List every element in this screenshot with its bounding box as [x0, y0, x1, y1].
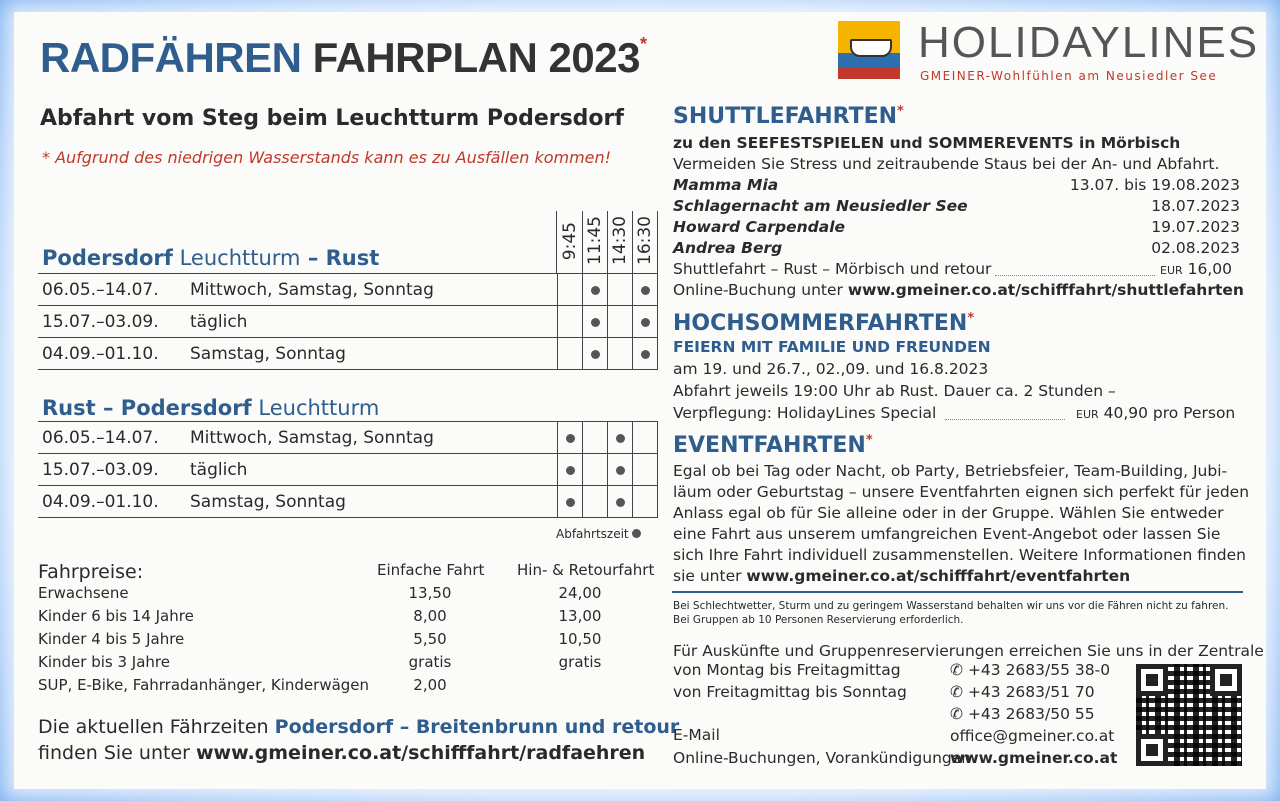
event-name: Schlagernacht am Neusiedler See — [673, 197, 968, 215]
route2-to: Podersdorf — [120, 396, 252, 420]
event-date: 18.07.2023 — [1151, 197, 1240, 215]
qr-code-icon — [1136, 664, 1242, 766]
period-dates: 15.07.–03.09. — [42, 311, 159, 332]
page-title — [40, 34, 646, 82]
time-col-line — [657, 211, 658, 273]
departure-cell — [633, 338, 658, 370]
departure-cell — [608, 274, 633, 306]
disclaimer-1: Bei Schlechtwetter, Sturm und zu geringem Wasserstand behalten wir uns vor die Fähren nicht zu fahren. — [673, 600, 1229, 612]
departure-dot-icon — [641, 318, 650, 327]
radfaehren-link[interactable]: www.gmeiner.co.at/schifffahrt/radfaehren — [196, 742, 646, 764]
departure-cell — [633, 422, 658, 454]
departure-cell — [608, 338, 633, 370]
departure-dot-icon — [616, 466, 625, 475]
price-label: Erwachsene — [38, 584, 129, 602]
footer-left-line1 — [38, 716, 679, 738]
contact-intro: Für Auskünfte und Gruppenreservierungen erreichen Sie uns in der Zentrale — [673, 642, 1264, 660]
route2-to-suffix: Leuchtturm — [258, 396, 380, 420]
departure-cell — [633, 454, 658, 486]
phone-number: +43 2683/51 70 — [967, 683, 1095, 701]
departure-dot-icon — [566, 434, 575, 443]
price-col-single: Einfache Fahrt — [377, 561, 485, 579]
departure-cell — [583, 486, 608, 518]
route1-to: Rust — [325, 246, 380, 270]
departure-cell — [583, 306, 608, 338]
route2-heading — [42, 396, 379, 420]
shuttle-subtitle: zu den SEEFESTSPIELEN und SOMMEREVENTS in Mörbisch — [673, 134, 1181, 152]
period-dates: 04.09.–01.10. — [42, 491, 159, 512]
event-link-line — [673, 567, 1130, 585]
qr-corner — [1136, 664, 1168, 696]
departure-heading: Abfahrt vom Steg beim Leuchtturm Podersdorf — [40, 106, 624, 131]
email-label: E-Mail — [673, 726, 720, 744]
hochsommer-departure: Abfahrt jeweils 19:00 Uhr ab Rust. Dauer ca. 2 Stunden – — [673, 382, 1116, 400]
prices-title: Fahrpreise: — [38, 561, 144, 583]
schedule-period — [38, 454, 558, 486]
website-link[interactable]: www.gmeiner.co.at — [950, 749, 1118, 767]
divider — [672, 591, 1243, 593]
footer-text: Die aktuellen Fährzeiten — [38, 716, 269, 738]
hochsommer-title — [673, 311, 974, 336]
price-label: Kinder 6 bis 14 Jahre — [38, 607, 194, 625]
currency: EUR — [1076, 408, 1099, 421]
departure-legend — [556, 527, 641, 541]
footer-left-line2 — [38, 742, 645, 764]
water-warning: * Aufgrund des niedrigen Wasserstands kann es zu Ausfällen kommen! — [42, 148, 612, 167]
time-col-line — [632, 211, 633, 273]
event-text-line: eine Fahrt aus unserem umfangreichen Event-Angebot oder lassen Sie — [673, 525, 1221, 543]
dot-leader — [945, 419, 1065, 420]
phone-number: +43 2683/55 38-0 — [967, 661, 1111, 679]
route1-from-suffix: Leuchtturm — [179, 246, 301, 270]
departure-cell — [558, 338, 583, 370]
departure-cell — [558, 306, 583, 338]
period-days: täglich — [190, 311, 248, 332]
departure-cell — [558, 274, 583, 306]
brand-tagline: GMEINER-Wohlfühlen am Neusiedler See — [920, 69, 1218, 83]
event-text-line: läum oder Geburtstag – unsere Eventfahrten eignen sich perfekt für jeden — [673, 483, 1250, 501]
email-link[interactable]: office@gmeiner.co.at — [950, 727, 1115, 745]
period-days: Samstag, Sonntag — [190, 343, 346, 364]
hochsommer-star: * — [967, 311, 975, 326]
schedule-period — [38, 422, 558, 454]
schedule-period — [38, 274, 558, 306]
shuttle-link[interactable]: www.gmeiner.co.at/schifffahrt/shuttlefahrten — [847, 281, 1244, 299]
period-dates: 15.07.–03.09. — [42, 459, 159, 480]
departure-dot-icon — [616, 434, 625, 443]
departure-cell — [608, 306, 633, 338]
event-text-line: sich Ihre Fahrt individuell zusammenstellen. Weitere Informationen finden — [673, 546, 1247, 564]
departure-cell — [633, 306, 658, 338]
departure-cell — [608, 454, 633, 486]
departure-cell — [583, 338, 608, 370]
price-return: 10,50 — [558, 630, 602, 648]
route1-sep: – — [300, 246, 326, 270]
route1-from: Podersdorf — [42, 246, 173, 270]
time-label: 14:30 — [610, 216, 630, 265]
schedule-row — [38, 422, 658, 454]
phone-icon: ✆ — [950, 661, 963, 679]
shuttle-title — [673, 104, 904, 129]
event-name: Andrea Berg — [673, 239, 783, 257]
price-single: 2,00 — [413, 676, 447, 694]
shuttle-star: * — [897, 104, 904, 119]
schedule-period — [38, 306, 558, 338]
price-label: Kinder bis 3 Jahre — [38, 653, 170, 671]
price-label: SUP, E-Bike, Fahrradanhänger, Kinderwägen — [38, 676, 370, 694]
price-return: 13,00 — [558, 607, 602, 625]
price-return: gratis — [558, 653, 602, 671]
departure-cell — [608, 422, 633, 454]
departure-cell — [633, 274, 658, 306]
schedule-row — [38, 338, 658, 370]
event-date: 02.08.2023 — [1151, 239, 1240, 257]
contact-hours1: von Montag bis Freitagmittag — [673, 661, 901, 679]
departure-cell — [583, 422, 608, 454]
fare-value: 16,00 — [1187, 260, 1232, 278]
time-label: 9:45 — [560, 222, 580, 261]
route2-sep: – — [95, 396, 121, 420]
departure-dot-icon — [591, 318, 600, 327]
event-name: Howard Carpendale — [673, 218, 846, 236]
departure-dot-icon — [641, 350, 650, 359]
event-name: Mamma Mia — [673, 176, 779, 194]
title-part2: FAHRPLAN 2023 — [312, 34, 640, 81]
departure-dot-icon — [616, 498, 625, 507]
departure-dot-icon — [566, 466, 575, 475]
phone-icon: ✆ — [950, 705, 963, 723]
hochsommer-price — [1076, 404, 1235, 422]
legend-dot-icon — [632, 529, 641, 538]
event-text-line: Egal ob bei Tag oder Nacht, ob Party, Betriebsfeier, Team-Building, Jubi- — [673, 462, 1228, 480]
departure-dot-icon — [591, 350, 600, 359]
departure-dot-icon — [591, 286, 600, 295]
event-star: * — [865, 433, 873, 448]
schedule-row — [38, 274, 658, 306]
price-value: 40,90 pro Person — [1103, 404, 1236, 422]
shuttle-fare — [1160, 260, 1232, 278]
phone-2[interactable] — [950, 683, 1095, 701]
departure-cell — [558, 486, 583, 518]
shuttle-fare-label: Shuttlefahrt – Rust – Mörbisch und retour — [673, 260, 992, 278]
qr-corner — [1136, 734, 1168, 766]
schedule-row — [38, 454, 658, 486]
departure-dot-icon — [566, 498, 575, 507]
hochsommer-subtitle: FEIERN MIT FAMILIE UND FREUNDEN — [673, 338, 991, 356]
route2-from: Rust — [42, 396, 96, 420]
departure-dot-icon — [641, 286, 650, 295]
phone-3[interactable] — [950, 705, 1095, 723]
shuttle-title-text: SHUTTLEFAHRTEN — [673, 104, 898, 129]
period-dates: 04.09.–01.10. — [42, 343, 159, 364]
departure-cell — [583, 454, 608, 486]
time-col-line — [556, 211, 557, 273]
price-single: 8,00 — [413, 607, 447, 625]
period-days: Mittwoch, Samstag, Sonntag — [190, 427, 434, 448]
time-col-line — [607, 211, 608, 273]
price-single: gratis — [408, 653, 452, 671]
route1-heading — [42, 246, 379, 270]
shuttle-intro: Vermeiden Sie Stress und zeitraubende Staus bei der An- und Abfahrt. — [673, 155, 1220, 173]
schedule-period — [38, 486, 558, 518]
hochsommer-dates: am 19. und 26.7., 02.,09. und 16.8.2023 — [673, 360, 989, 378]
time-label: 11:45 — [585, 216, 605, 265]
period-dates: 06.05.–14.07. — [42, 427, 159, 448]
event-date: 19.07.2023 — [1151, 218, 1240, 236]
departure-cell — [608, 486, 633, 518]
departure-cell — [558, 454, 583, 486]
event-text-line: Anlass egal ob für Sie alleine oder in der Gruppe. Wählen Sie entweder — [673, 504, 1224, 522]
shuttle-booking — [673, 281, 1244, 299]
title-part1: RADFÄHREN — [40, 34, 302, 81]
period-days: Mittwoch, Samstag, Sonntag — [190, 279, 434, 300]
booking-text: Online-Buchung unter — [673, 281, 843, 299]
hochsommer-catering: Verpflegung: HolidayLines Special — [673, 404, 937, 422]
event-text: sie unter — [673, 567, 742, 585]
event-title — [673, 433, 873, 458]
price-single: 13,50 — [408, 584, 452, 602]
event-title-text: EVENTFAHRTEN — [673, 433, 866, 458]
phone-number: +43 2683/50 55 — [967, 705, 1095, 723]
legend-label: Abfahrtszeit — [556, 527, 629, 541]
contact-hours2: von Freitagmittag bis Sonntag — [673, 683, 907, 701]
price-label: Kinder 4 bis 5 Jahre — [38, 630, 185, 648]
phone-1[interactable] — [950, 661, 1110, 679]
qr-corner — [1210, 664, 1242, 696]
price-single: 5,50 — [413, 630, 447, 648]
departure-cell — [558, 422, 583, 454]
price-col-return: Hin- & Retourfahrt — [517, 561, 655, 579]
event-date: 13.07. bis 19.08.2023 — [1069, 176, 1240, 194]
online-label: Online-Buchungen, Vorankündigungen — [673, 749, 972, 767]
route1-table — [38, 273, 658, 370]
period-days: täglich — [190, 459, 248, 480]
departure-cell — [583, 274, 608, 306]
dot-leader — [995, 275, 1155, 276]
title-star: * — [639, 34, 647, 54]
schedule-row — [38, 486, 658, 518]
time-col-line — [582, 211, 583, 273]
departure-cell — [633, 486, 658, 518]
period-dates: 06.05.–14.07. — [42, 279, 159, 300]
price-return: 24,00 — [558, 584, 602, 602]
currency: EUR — [1160, 264, 1183, 277]
schedule-period — [38, 338, 558, 370]
event-link[interactable]: www.gmeiner.co.at/schifffahrt/eventfahrten — [746, 567, 1131, 585]
schedule-row — [38, 306, 658, 338]
phone-icon: ✆ — [950, 683, 963, 701]
hochsommer-title-text: HOCHSOMMERFAHRTEN — [673, 311, 968, 336]
brand-name: HOLIDAYLINES — [918, 18, 1260, 67]
time-label: 16:30 — [635, 216, 655, 265]
disclaimer-2: Bei Gruppen ab 10 Personen Reservierung erforderlich. — [673, 614, 964, 626]
footer-route: Podersdorf – Breitenbrunn und retour — [274, 716, 680, 738]
ferry-logo-icon — [838, 21, 900, 79]
footer-text: finden Sie unter — [38, 742, 190, 764]
period-days: Samstag, Sonntag — [190, 491, 346, 512]
route2-table — [38, 421, 658, 518]
